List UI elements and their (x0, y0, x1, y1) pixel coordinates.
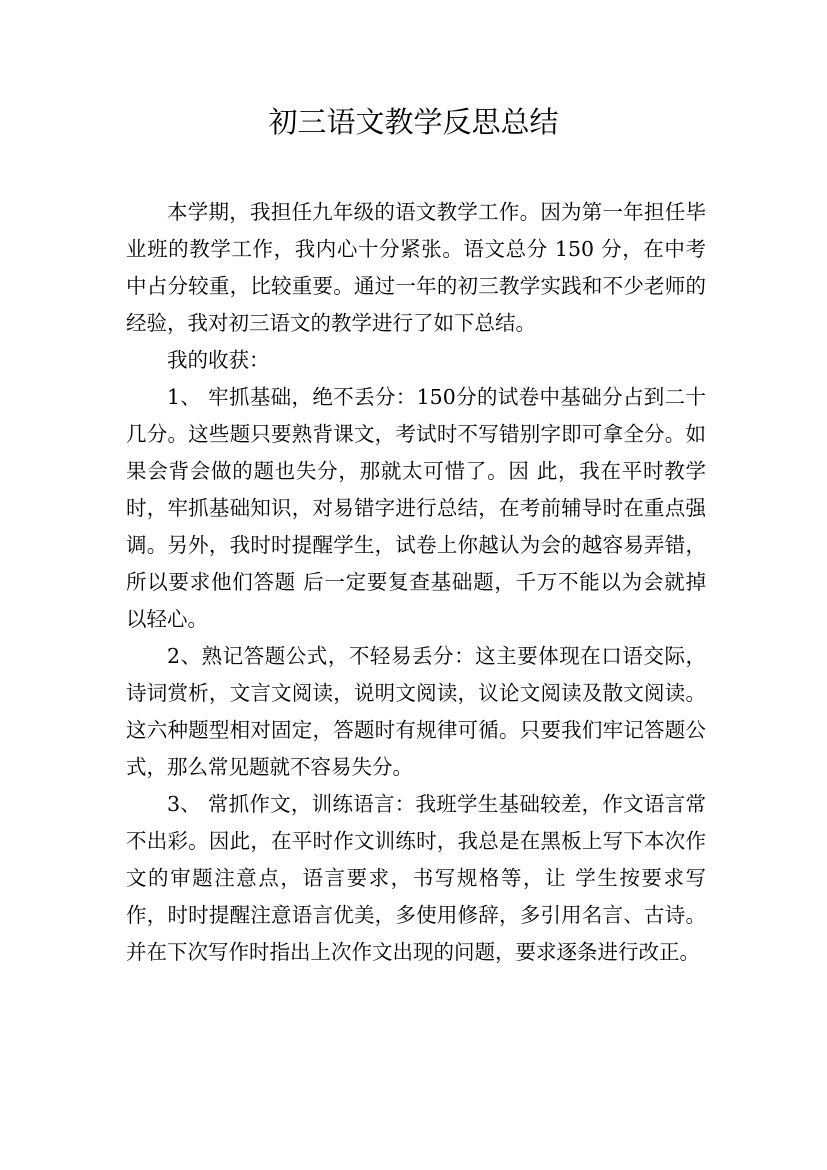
paragraph-point-1: 1、 牢抓基础，绝不丢分：150分的试卷中基础分占到二十几分。这些题只要熟背课文，考试时不写错别字即可拿全分。如果会背会做的题也失分，那就太可惜了。因 此，我在平时教学时，牢抓基础知识，对易错字进行总结，在考前辅导时在重点强调。另外，我时时提醒学生，试卷上你越认为会的越容易弄错，所以要求他们答题 后一定要复查基础题，千万不能以为会就掉以轻心。 (126, 385, 706, 631)
document-title: 初三语文教学反思总结 (268, 105, 559, 139)
paragraph-gains-heading: 我的收获： (167, 348, 270, 372)
document-body (126, 194, 706, 971)
paragraph-point-3: 3、 常抓作文，训练语言：我班学生基础较差，作文语言常不出彩。因此，在平时作文训练时，我总是在黑板上写下本次作文的审题注意点，语言要求，书写规格等，让 学生按要求写作，时时提醒注意语言优美，多使用修辞，多引用名言、古诗。并在下次写作时指出上次作文出现的问题，要求逐条进行改正。 (126, 792, 706, 964)
paragraph-point-2: 2、熟记答题公式，不轻易丢分：这主要体现在口语交际，诗词赏析，文言文阅读，说明文阅读，议论文阅读及散文阅读。这六种题型相对固定，答题时有规律可循。只要我们牢记答题公式，那么常见题就不容易失分。 (126, 644, 706, 779)
paragraph-intro: 本学期，我担任九年级的语文教学工作。因为第一年担任毕业班的教学工作，我内心十分紧张。语文总分 150 分，在中考中占分较重，比较重要。通过一年的初三教学实践和不少老师的经验，我对初三语文的教学进行了如下总结。 (126, 200, 706, 335)
